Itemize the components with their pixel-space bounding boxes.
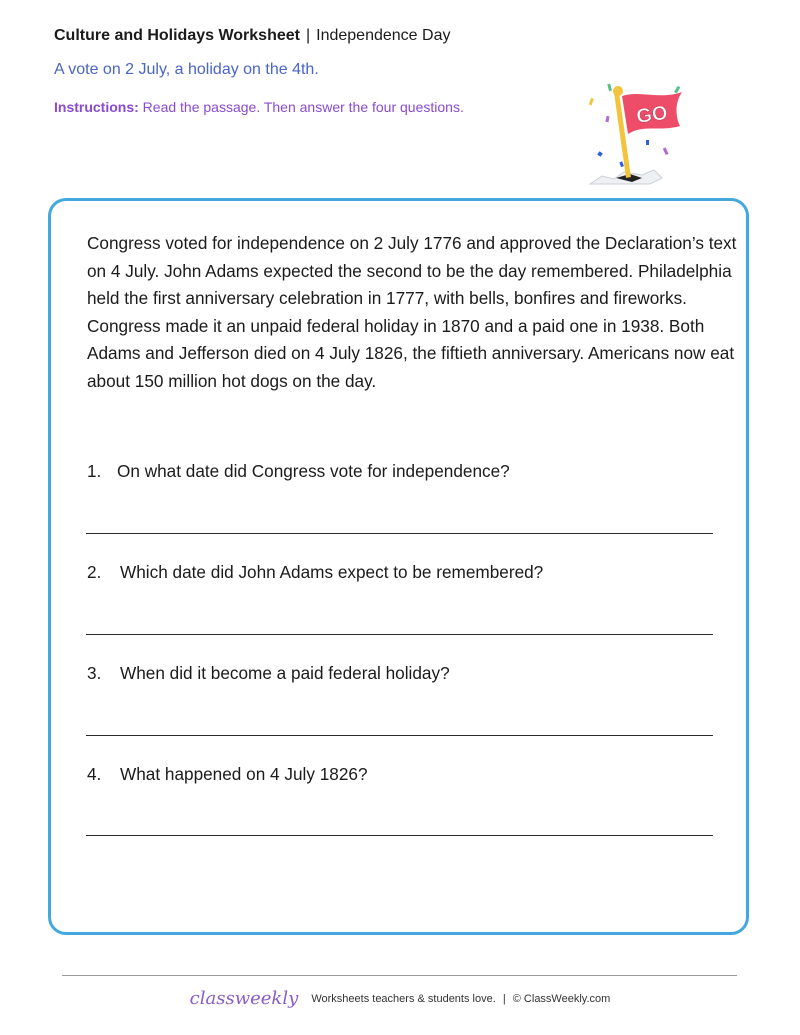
header-separator: | [305, 27, 311, 44]
footer-divider [62, 975, 737, 976]
answer-line-1[interactable] [86, 533, 713, 534]
answer-line-3[interactable] [86, 735, 713, 736]
confetti-piece [607, 84, 612, 92]
question-text: What happened on 4 July 1826? [120, 764, 368, 784]
answer-line-4[interactable] [86, 835, 713, 836]
footer-copyright: © ClassWeekly.com [512, 993, 611, 1005]
confetti-piece [619, 161, 624, 167]
page-footer [0, 988, 800, 1010]
confetti-piece [605, 116, 609, 122]
worksheet-subtitle: A vote on 2 July, a holiday on the 4th. [54, 61, 319, 78]
worksheet-title: Culture and Holidays Worksheet [54, 27, 300, 44]
question-number: 3. [87, 663, 102, 683]
confetti-piece [663, 147, 669, 155]
question-text: Which date did John Adams expect to be remembered? [120, 562, 544, 582]
flag-text: GO [635, 101, 669, 129]
go-flag-illustration [580, 78, 690, 190]
brand-logo: classweekly [189, 988, 299, 1009]
worksheet-header [54, 26, 450, 46]
question-4 [87, 763, 727, 785]
instructions-label: Instructions: [54, 99, 139, 115]
question-text: On what date did Congress vote for independence? [117, 461, 510, 481]
worksheet-topic: Independence Day [316, 27, 451, 44]
question-number: 4. [87, 764, 102, 784]
confetti-piece [674, 86, 680, 94]
answer-line-2[interactable] [86, 634, 713, 635]
confetti-piece [589, 98, 594, 106]
question-number: 1. [87, 461, 102, 481]
question-number: 2. [87, 562, 102, 582]
instructions [54, 98, 464, 116]
pole-knob [613, 86, 623, 96]
footer-tagline: Worksheets teachers & students love. [311, 993, 496, 1005]
footer-separator: | [502, 993, 506, 1005]
confetti-piece [646, 140, 649, 145]
question-2 [87, 561, 727, 583]
reading-passage: Congress voted for independence on 2 July 1776 and approved the Declaration’s text on 4 July. John Adams expected the second to be the day remembered. Philadelphia held the first anniversary celebration in 1777, with bells, bonfires and fireworks. Congress made it an unpaid federal holiday in 1870 and a paid one in 1938. Both Adams and Jefferson died on 4 July 1826, the fiftieth anniversary. Americans now eat about 150 million hot dogs on the day. [87, 233, 737, 391]
instructions-text: Read the passage. Then answer the four questions. [142, 99, 464, 115]
question-3 [87, 662, 727, 684]
question-text: When did it become a paid federal holiday? [120, 663, 450, 683]
question-1 [87, 460, 727, 482]
confetti-piece [597, 151, 603, 157]
